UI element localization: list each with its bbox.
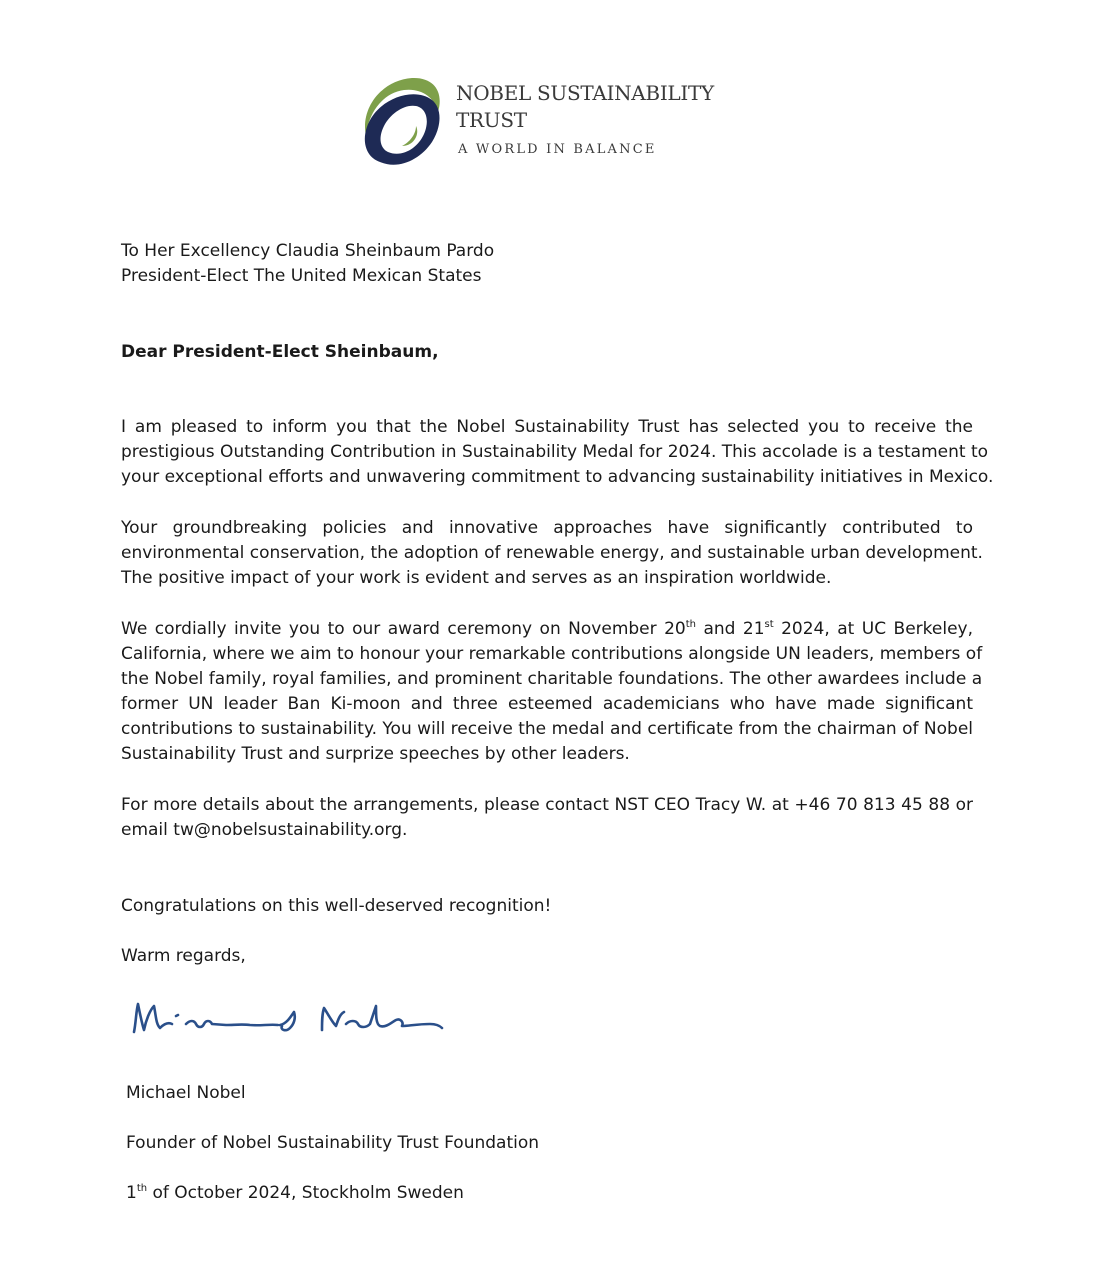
paragraph-3-line: contributions to sustainability. You will receive the medal and certificate from the chairman of Nobel xyxy=(121,719,973,739)
paragraph-4-line: For more details about the arrangements, please contact NST CEO Tracy W. at +46 70 813 45 88 or xyxy=(121,795,973,815)
date-rest: of October 2024, Stockholm Sweden xyxy=(147,1183,464,1203)
paragraph-1-line: I am pleased to inform you that the Nobel Sustainability Trust has selected you to receive the xyxy=(121,417,973,437)
invite-text-b: and 21 xyxy=(695,619,765,639)
invite-text-c: 2024, at UC Berkeley, xyxy=(773,619,973,639)
signer-name: Michael Nobel xyxy=(126,1083,246,1103)
org-name-line2: TRUST xyxy=(456,108,527,132)
invite-text-a: We cordially invite you to our award ceremony on November 20 xyxy=(121,619,686,639)
salutation: Dear President-Elect Sheinbaum, xyxy=(121,342,439,362)
letter-date xyxy=(126,1181,464,1206)
paragraph-3-line xyxy=(121,617,973,642)
paragraph-1 xyxy=(121,415,994,490)
date-day: 1 xyxy=(126,1183,137,1203)
ordinal-suffix: st xyxy=(764,619,774,630)
paragraph-4 xyxy=(121,793,973,843)
org-name-line1: NOBEL SUSTAINABILITY xyxy=(456,81,714,105)
paragraph-2-line: Your groundbreaking policies and innovative approaches have significantly contributed to xyxy=(121,518,973,538)
paragraph-3-line: California, where we aim to honour your remarkable contributions alongside UN leaders, members of xyxy=(121,644,983,664)
congratulations-line: Congratulations on this well-deserved recognition! xyxy=(121,896,552,916)
closing-line: Warm regards, xyxy=(121,946,246,966)
paragraph-1-line: your exceptional efforts and unwavering commitment to advancing sustainability initiatives in Mexico. xyxy=(121,467,994,487)
paragraph-3-line: Sustainability Trust and surprize speeches by other leaders. xyxy=(121,744,630,764)
paragraph-3-line: former UN leader Ban Ki-moon and three esteemed academicians who have made significant xyxy=(121,694,973,714)
handwritten-signature xyxy=(130,994,450,1044)
org-tagline: A WORLD IN BALANCE xyxy=(458,142,657,157)
paragraph-3 xyxy=(121,617,983,767)
signer-title: Founder of Nobel Sustainability Trust Foundation xyxy=(126,1133,540,1153)
letterhead xyxy=(358,74,714,174)
paragraph-4-line: email tw@nobelsustainability.org. xyxy=(121,820,408,840)
date-day-suffix: th xyxy=(136,1183,148,1194)
paragraph-3-line: the Nobel family, royal families, and prominent charitable foundations. The other awardees include a xyxy=(121,669,983,689)
ordinal-suffix: th xyxy=(685,619,696,630)
paragraph-2-line: The positive impact of your work is evident and serves as an inspiration worldwide. xyxy=(121,568,832,588)
recipient-line1: To Her Excellency Claudia Sheinbaum Pardo xyxy=(121,241,495,261)
paragraph-2 xyxy=(121,516,983,591)
paragraph-2-line: environmental conservation, the adoption of renewable energy, and sustainable urban development. xyxy=(121,543,983,563)
swirl-logo-icon xyxy=(358,74,444,170)
paragraph-1-line: prestigious Outstanding Contribution in Sustainability Medal for 2024. This accolade is a testament to xyxy=(121,442,989,462)
recipient-line2: President-Elect The United Mexican States xyxy=(121,266,482,286)
